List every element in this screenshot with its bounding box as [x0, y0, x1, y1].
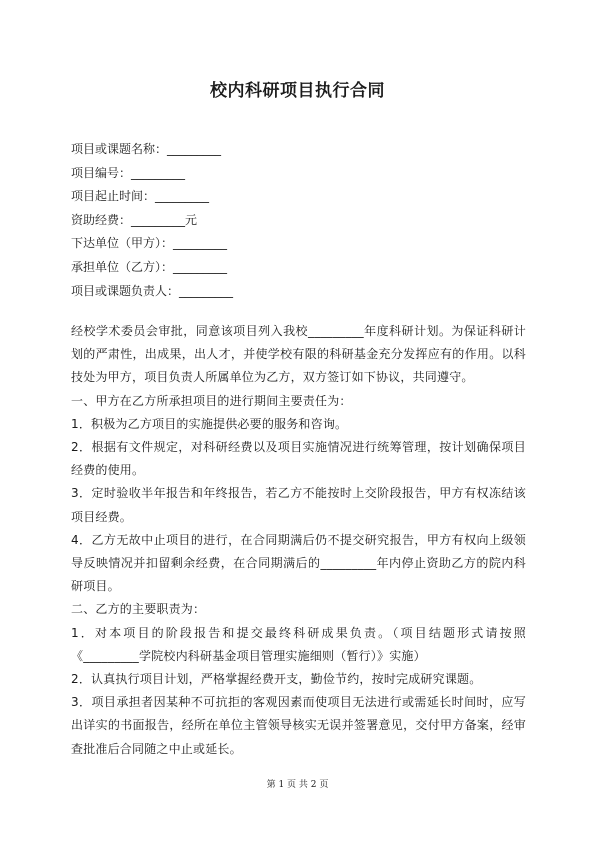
party-a-clause-4: 4．乙方无故中止项目的进行，在合同期满后仍不提交研究报告，甲方有权向上级领导反映情况并扣留剩余经费，在合同期满后的_________年内停止资助乙方的院内科研项目。: [71, 532, 526, 594]
party-a-clause-1: 1．积极为乙方项目的实施提供必要的服务和咨询。: [71, 416, 348, 431]
page-number-footer: 第 1 页 共 2 页: [266, 780, 329, 790]
contract-info-fields: [71, 138, 233, 303]
field-funding: 资助经费：_________元: [71, 212, 198, 227]
intro-paragraph: 经校学术委员会审批，同意该项目列入我校_________年度科研计划。为保证科研计划的严肃性，出成果，出人才，并使学校有限的科研基金充分发挥应有的作用。以科技处为甲方，项目负责人所属单位为乙方，双方签订如下协议，共同遵守。: [71, 324, 526, 385]
party-b-clause-2: 2．认真执行项目计划，严格掌握经费开支，勤俭节约，按时完成研究课题。: [71, 672, 482, 687]
field-project-leader: 项目或课题负责人：_________: [71, 283, 234, 298]
section-heading-party-a: 一、甲方在乙方所承担项目的进行期间主要责任为：: [71, 393, 352, 408]
field-project-number: 项目编号：_________: [71, 165, 186, 180]
party-b-clause-3: 3．项目承担者因某种不可抗拒的客观因素而使项目无法进行或需延长时间时，应写出详实的书面报告，经所在单位主管领导核实无误并签署意见，交付甲方备案，经审查批准后合同随之中止或延长。: [71, 695, 526, 756]
party-b-clause-1: 1．对本项目的阶段报告和提交最终科研成果负责。（项目结题形式请按照《_________学院校内科研基金项目管理实施细则（暂行）》实施）: [71, 625, 526, 663]
field-project-name: 项目或课题名称：_________: [71, 142, 222, 156]
contract-body: [71, 320, 526, 761]
document-title: 校内科研项目执行合同: [210, 81, 385, 101]
field-party-a: 下达单位（甲方）：_________: [71, 236, 228, 251]
field-party-b: 承担单位（乙方）：_________: [71, 259, 228, 274]
party-a-clause-3: 3．定时验收半年报告和年终报告，若乙方不能按时上交阶段报告，甲方有权冻结该项目经费。: [71, 486, 526, 524]
section-heading-party-b: 二、乙方的主要职责为：: [71, 602, 206, 617]
party-a-clause-2: 2．根据有文件规定，对科研经费以及项目实施情况进行统筹管理，按计划确保项目经费的使用。: [71, 440, 526, 478]
field-project-period: 项目起止时间：_________: [71, 189, 210, 204]
